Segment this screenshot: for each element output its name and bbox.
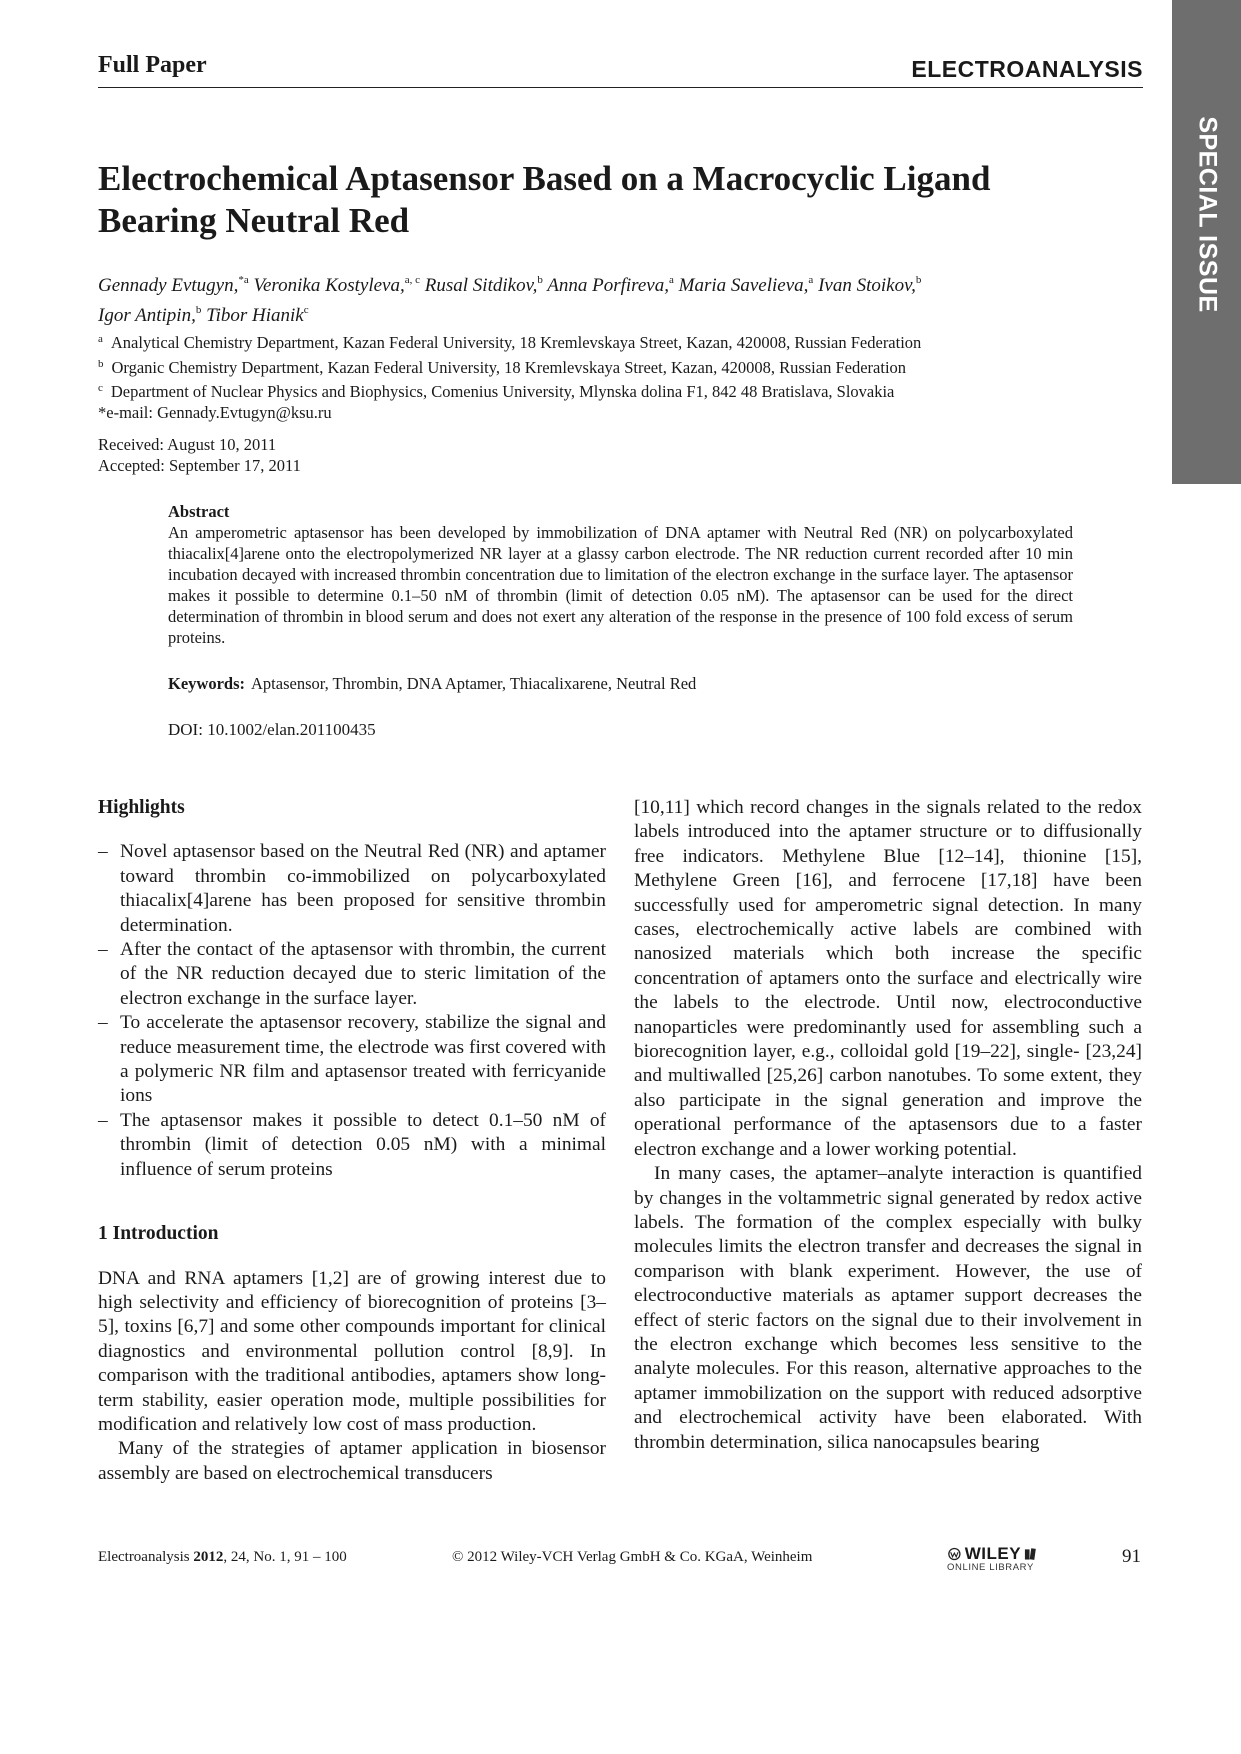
body-paragraph: In many cases, the aptamer–analyte interaction is quantified by changes in the voltammetric signal generated by redox active labels. The formation of the complex especially with bulky molecules limits the electron transfer and decreases the signal in comparison with blank experiment. However, the use of electroconductive materials as aptamer support decreases the effect of steric factors on the signal due to their involvement in the electron exchange which becomes less sensitive to the analyte molecules. For this reason, alternative approaches to the aptamer immobilization on the support with reduced adsorptive and electrochemical activity have been elaborated. With thrombin determination, silica nanocapsules bearing	[634, 1163, 1142, 1453]
affiliation: $^b$ Organic Chemistry Department, Kazan Federal University, 18 Kremlevskaya Street, Kazan, 420008, Russian Federation	[98, 357, 907, 377]
special-issue-tab	[1172, 0, 1241, 484]
copyright: © 2012 Wiley-VCH Verlag GmbH & Co. KGaA, Weinheim	[452, 1549, 813, 1565]
introduction-heading: 1 Introduction	[98, 1223, 219, 1245]
wiley-emblem-icon	[947, 1547, 962, 1561]
header-rule	[98, 87, 1143, 88]
intro-paragraph: Many of the strategies of aptamer application in biosensor assembly are based on electrochemical transducers	[98, 1438, 606, 1484]
right-column	[634, 796, 1142, 1455]
corresponding-email[interactable]: *e-mail: Gennady.Evtugyn@ksu.ru	[98, 402, 332, 422]
special-issue-label: SPECIAL ISSUE	[1193, 116, 1221, 313]
highlight-item: – The aptasensor makes it possible to detect 0.1–50 nM of thrombin (limit of detection 0.05 nM) with a minimal influence of serum proteins	[98, 1109, 606, 1182]
keywords-label: Keywords:	[168, 674, 245, 693]
book-icon	[1024, 1547, 1037, 1561]
wiley-logo[interactable]	[947, 1544, 1037, 1580]
author: Maria Savelieva,$^a$	[678, 274, 814, 296]
author: Veronika Kostyleva,$^{a, c}$	[253, 274, 421, 296]
wiley-wordmark: WILEY	[964, 1544, 1022, 1563]
journal-name: ELECTROANALYSIS	[911, 56, 1143, 82]
highlight-item: – Novel aptasensor based on the Neutral Red (NR) and aptamer toward thrombin co-immobilized on polycarboxylated thiacalix[4]arene has been proposed for sensitive thrombin determination.	[98, 840, 606, 938]
affiliations	[98, 329, 1158, 423]
affiliation: $^a$ Analytical Chemistry Department, Kazan Federal University, 18 Kremlevskaya Street, Kazan, 420008, Russian Federation	[98, 333, 922, 352]
author: Rusal Sitdikov,$^b$	[424, 274, 543, 296]
page-number: 91	[1122, 1546, 1141, 1567]
abstract-text: An amperometric aptasensor has been developed by immobilization of DNA aptamer with Neutral Red (NR) on polycarboxylated thiacalix[4]arene onto the electropolymerized NR layer at a glassy carbon electrode. The NR reduction current recorded after 10 min incubation decayed with increased thrombin concentration due to limitation of the electron exchange in the surface layer. The aptasensor makes it possible to determine 0.1–50 nM of thrombin (limit of detection 0.05 nM). The aptasensor can be used for the direct determination of thrombin in blood serum and does not exert any alteration of the response in the presence of 100 fold excess of serum proteins.	[168, 523, 1073, 647]
highlight-item: – After the contact of the aptasensor with thrombin, the current of the NR reduction decayed due to steric limitation of the electron exchange in the surface layer.	[98, 938, 606, 1011]
left-column	[98, 796, 606, 1486]
title-line: Bearing Neutral Red	[98, 201, 410, 240]
author-line	[98, 298, 1098, 328]
body-paragraph: [10,11] which record changes in the signals related to the redox labels introduced into the aptamer structure or to diffusionally free indicators. Methylene Blue [12–14], thionine [15], Methylene Green [16], and ferrocene [17,18] have been successfully used for amperometric signal detection. In many cases, electrochemically active labels are combined with nanosized materials which both increase the specific concentration of aptamers onto the surface and electrically wire the labels to the electrode. Until now, electroconductive nanoparticles were predominantly used for assembling such a biorecognition layer, e.g., colloidal gold [19–22], single- [23,24] and multiwalled [25,26] carbon nanotubes. To some extent, they also participate in the signal generation and improve the operational performance of the aptasensors due to a faster electron exchange and a lower working potential.	[634, 797, 1142, 1160]
highlights-list	[98, 840, 606, 1182]
affiliation: $^c$ Department of Nuclear Physics and Biophysics, Comenius University, Mlynska dolina F1, 842 48 Bratislava, Slovakia	[98, 382, 895, 401]
dates	[98, 434, 301, 476]
highlight-item: – To accelerate the aptasensor recovery, stabilize the signal and reduce measurement time, the electrode was first covered with a polymeric NR film and aptasensor treated with ferricyanide ions	[98, 1011, 606, 1109]
paper-title	[98, 158, 1098, 242]
title-line: Electrochemical Aptasensor Based on a Macrocyclic Ligand	[98, 159, 991, 198]
author: Tibor Hianik$^c$	[206, 304, 309, 326]
author-list	[98, 268, 1098, 328]
accepted-date: Accepted: September 17, 2011	[98, 456, 301, 475]
highlights-heading: Highlights	[98, 797, 185, 818]
abstract-heading: Abstract	[168, 502, 230, 521]
received-date: Received: August 10, 2011	[98, 435, 277, 454]
author: Ivan Stoikov,$^b$	[818, 274, 922, 296]
keywords	[168, 674, 696, 694]
author: Anna Porfireva,$^a$	[547, 274, 674, 296]
section-label: Full Paper	[98, 52, 207, 78]
wiley-sub-label: ONLINE LIBRARY	[947, 1562, 1034, 1573]
citation: Electroanalysis 2012, 24, No. 1, 91 – 100	[98, 1549, 347, 1565]
author: Gennady Evtugyn,$^{*a}$	[98, 274, 249, 296]
keywords-text: Aptasensor, Thrombin, DNA Aptamer, Thiacalixarene, Neutral Red	[251, 674, 697, 693]
author: Igor Antipin,$^b$	[98, 304, 202, 326]
abstract	[168, 501, 1073, 648]
intro-paragraph: DNA and RNA aptamers [1,2] are of growing interest due to high selectivity and efficiency of biorecognition of proteins [3–5], toxins [6,7] and some other compounds important for clinical diagnostics and environmental pollution control [8,9]. In comparison with the traditional antibodies, aptamers show long-term stability, easier operation mode, multiple possibilities for modification and relatively low cost of mass production.	[98, 1267, 606, 1435]
doi[interactable]: DOI: 10.1002/elan.201100435	[168, 720, 376, 739]
author-line	[98, 268, 1098, 298]
